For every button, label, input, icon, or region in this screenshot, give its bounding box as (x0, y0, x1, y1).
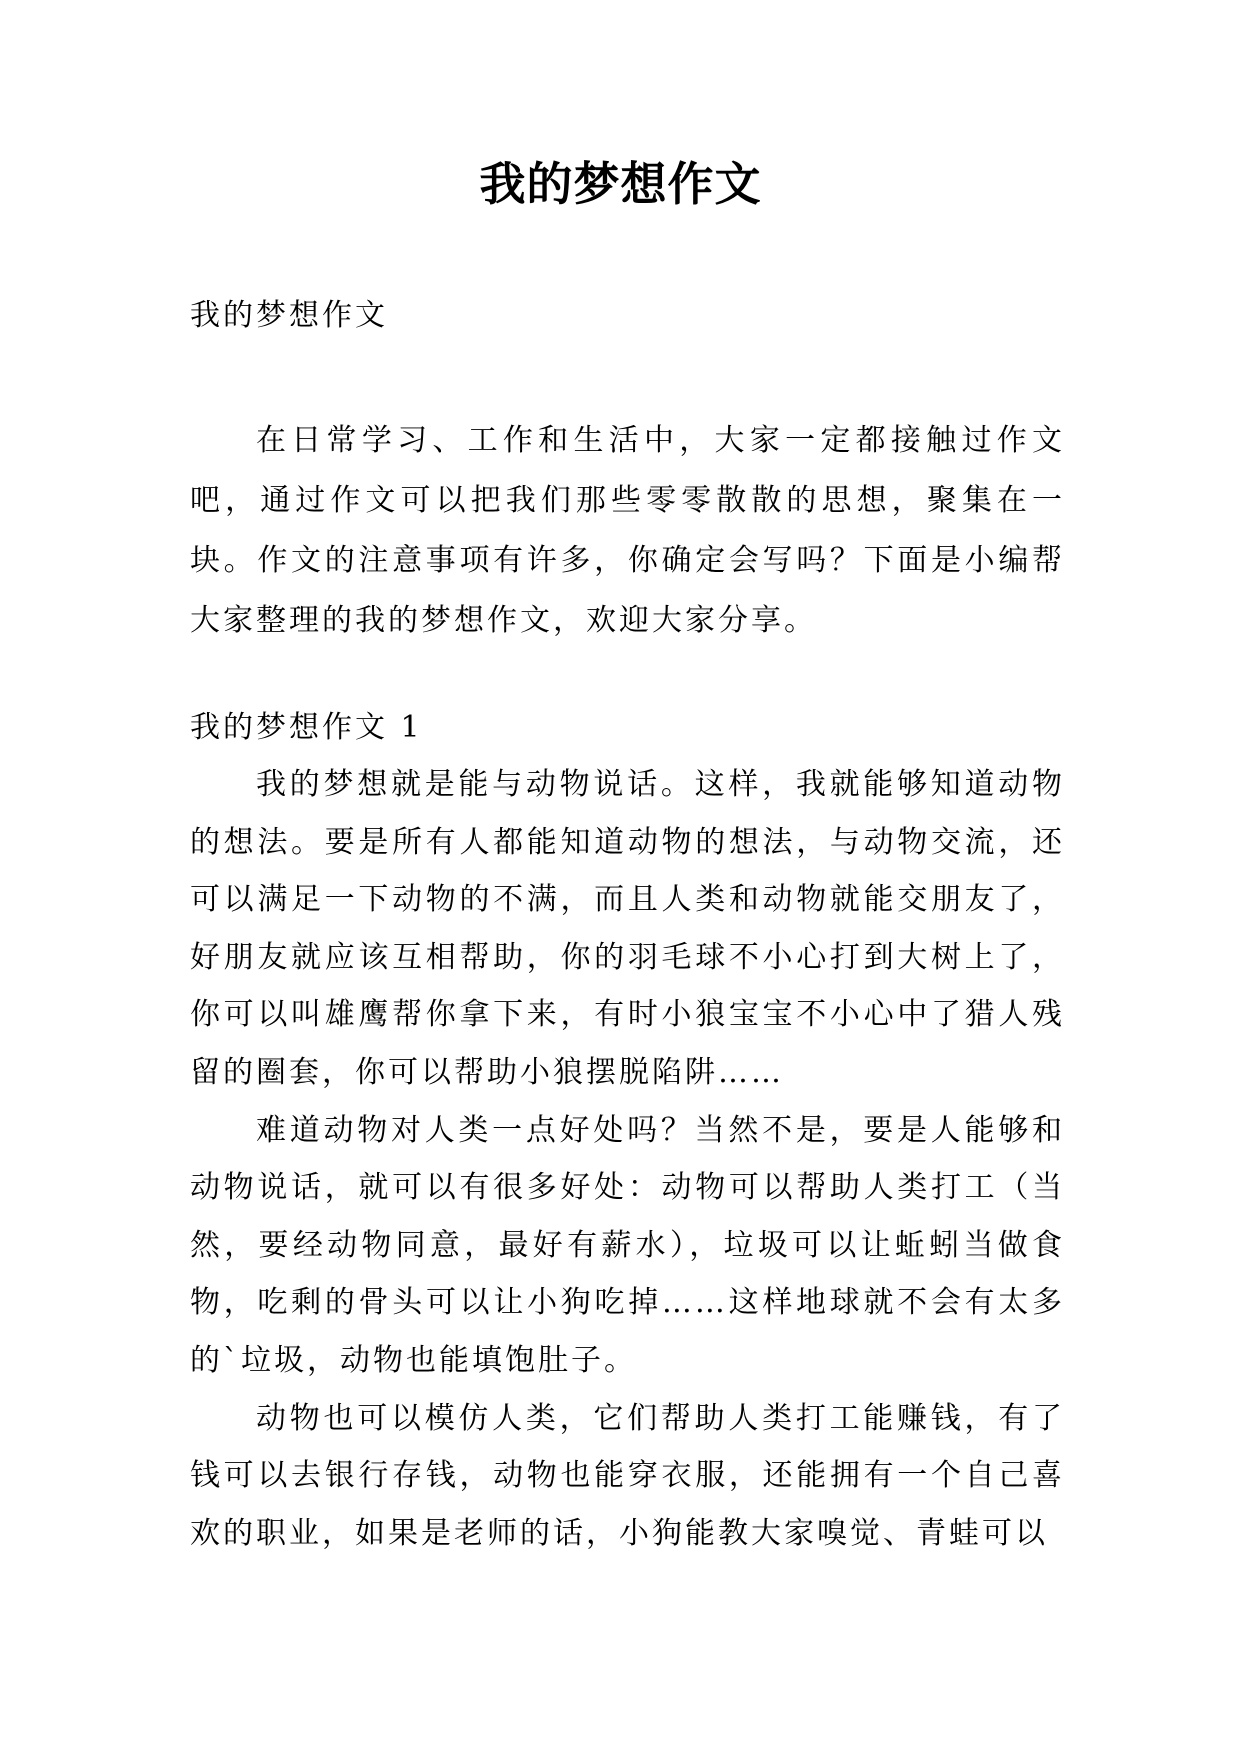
essay-body (190, 756, 1065, 1562)
body-paragraph-2: 难道动物对人类一点好处吗？当然不是，要是人能够和动物说话，就可以有很多好处：动物可以帮助人类打工（当然，要经动物同意，最好有薪水），垃圾可以让蚯蚓当做食物，吃剩的骨头可以让小狗吃掉……这样地球就不会有太多的`垃圾，动物也能填饱肚子。 (190, 1112, 1065, 1378)
intro-paragraph: 在日常学习、工作和生活中，大家一定都接触过作文吧，通过作文可以把我们那些零零散散的思想，聚集在一块。作文的注意事项有许多，你确定会写吗？下面是小编帮大家整理的我的梦想作文，欢迎大家分享。 (190, 423, 1065, 638)
document-subtitle: 我的梦想作文 (190, 298, 388, 333)
document-title: 我的梦想作文 (479, 157, 762, 211)
intro-block (190, 411, 1065, 651)
section-heading: 我的梦想作文 1 (190, 710, 423, 745)
body-paragraph-1: 我的梦想就是能与动物说话。这样，我就能够知道动物的想法。要是所有人都能知道动物的想法，与动物交流，还可以满足一下动物的不满，而且人类和动物就能交朋友了，好朋友就应该互相帮助，你的羽毛球不小心打到大树上了，你可以叫雄鹰帮你拿下来，有时小狼宝宝不小心中了猎人残留的圈套，你可以帮助小狼摆脱陷阱…… (190, 767, 1065, 1090)
body-paragraph-3: 动物也可以模仿人类，它们帮助人类打工能赚钱，有了钱可以去银行存钱，动物也能穿衣服，还能拥有一个自己喜欢的职业，如果是老师的话，小狗能教大家嗅觉、青蛙可以 (190, 1400, 1065, 1551)
